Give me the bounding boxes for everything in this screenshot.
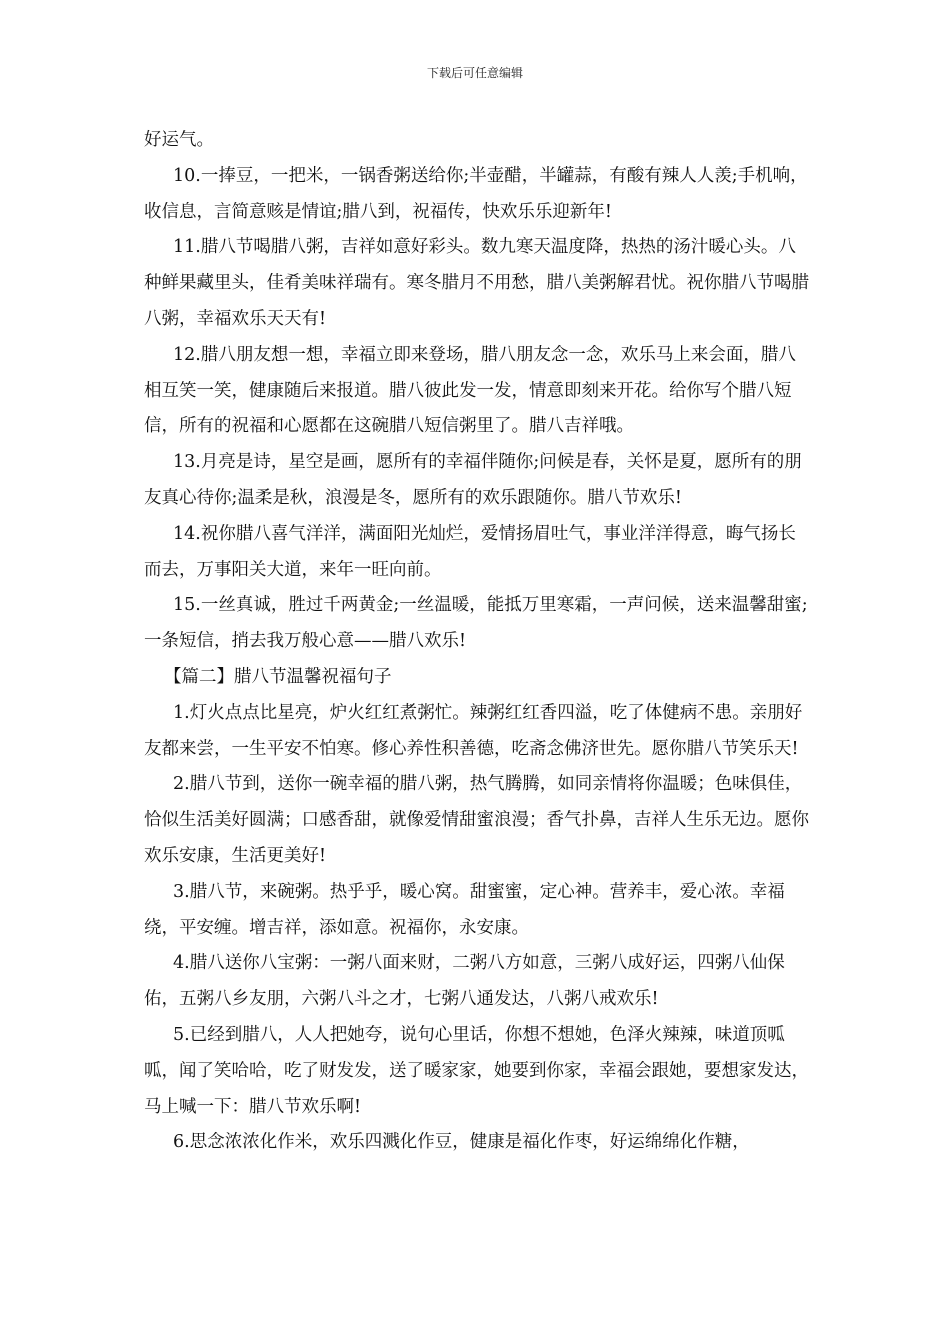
paragraph-item-5: 5.已经到腊八，人人把她夸，说句心里话，你想不想她，色泽火辣辣，味道顶呱呱，闻了笑哈哈，吃了财发发，送了暖家家，她要到你家，幸福会跟她，要想家发达，马上喊一下：腊八节欢乐啊! — [144, 1024, 809, 1117]
paragraph-continuation: 好运气。 — [144, 130, 214, 150]
document-body — [144, 123, 809, 1161]
paragraph-item-6: 6.思念浓浓化作米，欢乐四溅化作豆，健康是福化作枣，好运绵绵化作糖， — [173, 1132, 750, 1153]
paragraph-item-11: 11.腊八节喝腊八粥，吉祥如意好彩头。数九寒天温度降，热热的汤汁暖心头。八种鲜果藏里头，佳肴美味祥瑞有。寒冬腊月不用愁，腊八美粥解君忧。祝你腊八节喝腊八粥，幸福欢乐天天有! — [144, 237, 809, 329]
paragraph-item-13: 13.月亮是诗，星空是画，愿所有的幸福伴随你;问候是春，关怀是夏，愿所有的朋友真心待你;温柔是秋，浪漫是冬，愿所有的欢乐跟随你。腊八节欢乐! — [144, 452, 802, 508]
paragraph-item-12: 12.腊八朋友想一想，幸福立即来登场，腊八朋友念一念，欢乐马上来会面，腊八相互笑一笑，健康随后来报道。腊八彼此发一发，情意即刻来开花。给你写个腊八短信，所有的祝福和心愿都在这碗腊八短信粥里了。腊八吉祥哦。 — [144, 344, 796, 437]
paragraph-item-10: 10.一捧豆，一把米，一锅香粥送给你;半壶醋，半罐蒜，有酸有辣人人羡;手机响，收信息，言简意赅是情谊;腊八到，祝福传，快欢乐乐迎新年! — [144, 165, 808, 222]
paragraph-item-4: 4.腊八送你八宝粥：一粥八面来财，二粥八方如意，三粥八成好运，四粥八仙保佑，五粥八乡友朋，六粥八斗之才，七粥八通发达，八粥八戒欢乐! — [144, 953, 785, 1010]
paragraph-item-1: 1.灯火点点比星亮，炉火红红煮粥忙。辣粥红红香四溢，吃了体健病不患。亲朋好友都来尝，一生平安不怕寒。修心养性积善德，吃斋念佛济世先。愿你腊八节笑乐天! — [144, 702, 803, 759]
section-heading: 【篇二】腊八节温馨祝福句子 — [164, 666, 392, 687]
paragraph-item-3: 3.腊八节，来碗粥。热乎乎，暖心窝。甜蜜蜜，定心神。营养丰，爱心浓。幸福绕，平安缠。增吉祥，添如意。祝福你，永安康。 — [144, 881, 785, 938]
paragraph-item-2: 2.腊八节到，送你一碗幸福的腊八粥，热气腾腾，如同亲情将你温暖；色味俱佳，恰似生活美好圆满；口感香甜，就像爱情甜蜜浪漫；香气扑鼻，吉祥人生乐无边。愿你欢乐安康，生活更美好! — [144, 774, 809, 866]
paragraph-item-15: 15.一丝真诚，胜过千两黄金;一丝温暖，能抵万里寒霜，一声问候，送来温馨甜蜜;一条短信，捎去我万般心意——腊八欢乐! — [144, 595, 808, 652]
paragraph-item-14: 14.祝你腊八喜气洋洋，满面阳光灿烂，爱情扬眉吐气，事业洋洋得意，晦气扬长而去，万事阳关大道，来年一旺向前。 — [144, 523, 796, 580]
page-header: 下载后可任意编辑 — [426, 66, 523, 80]
